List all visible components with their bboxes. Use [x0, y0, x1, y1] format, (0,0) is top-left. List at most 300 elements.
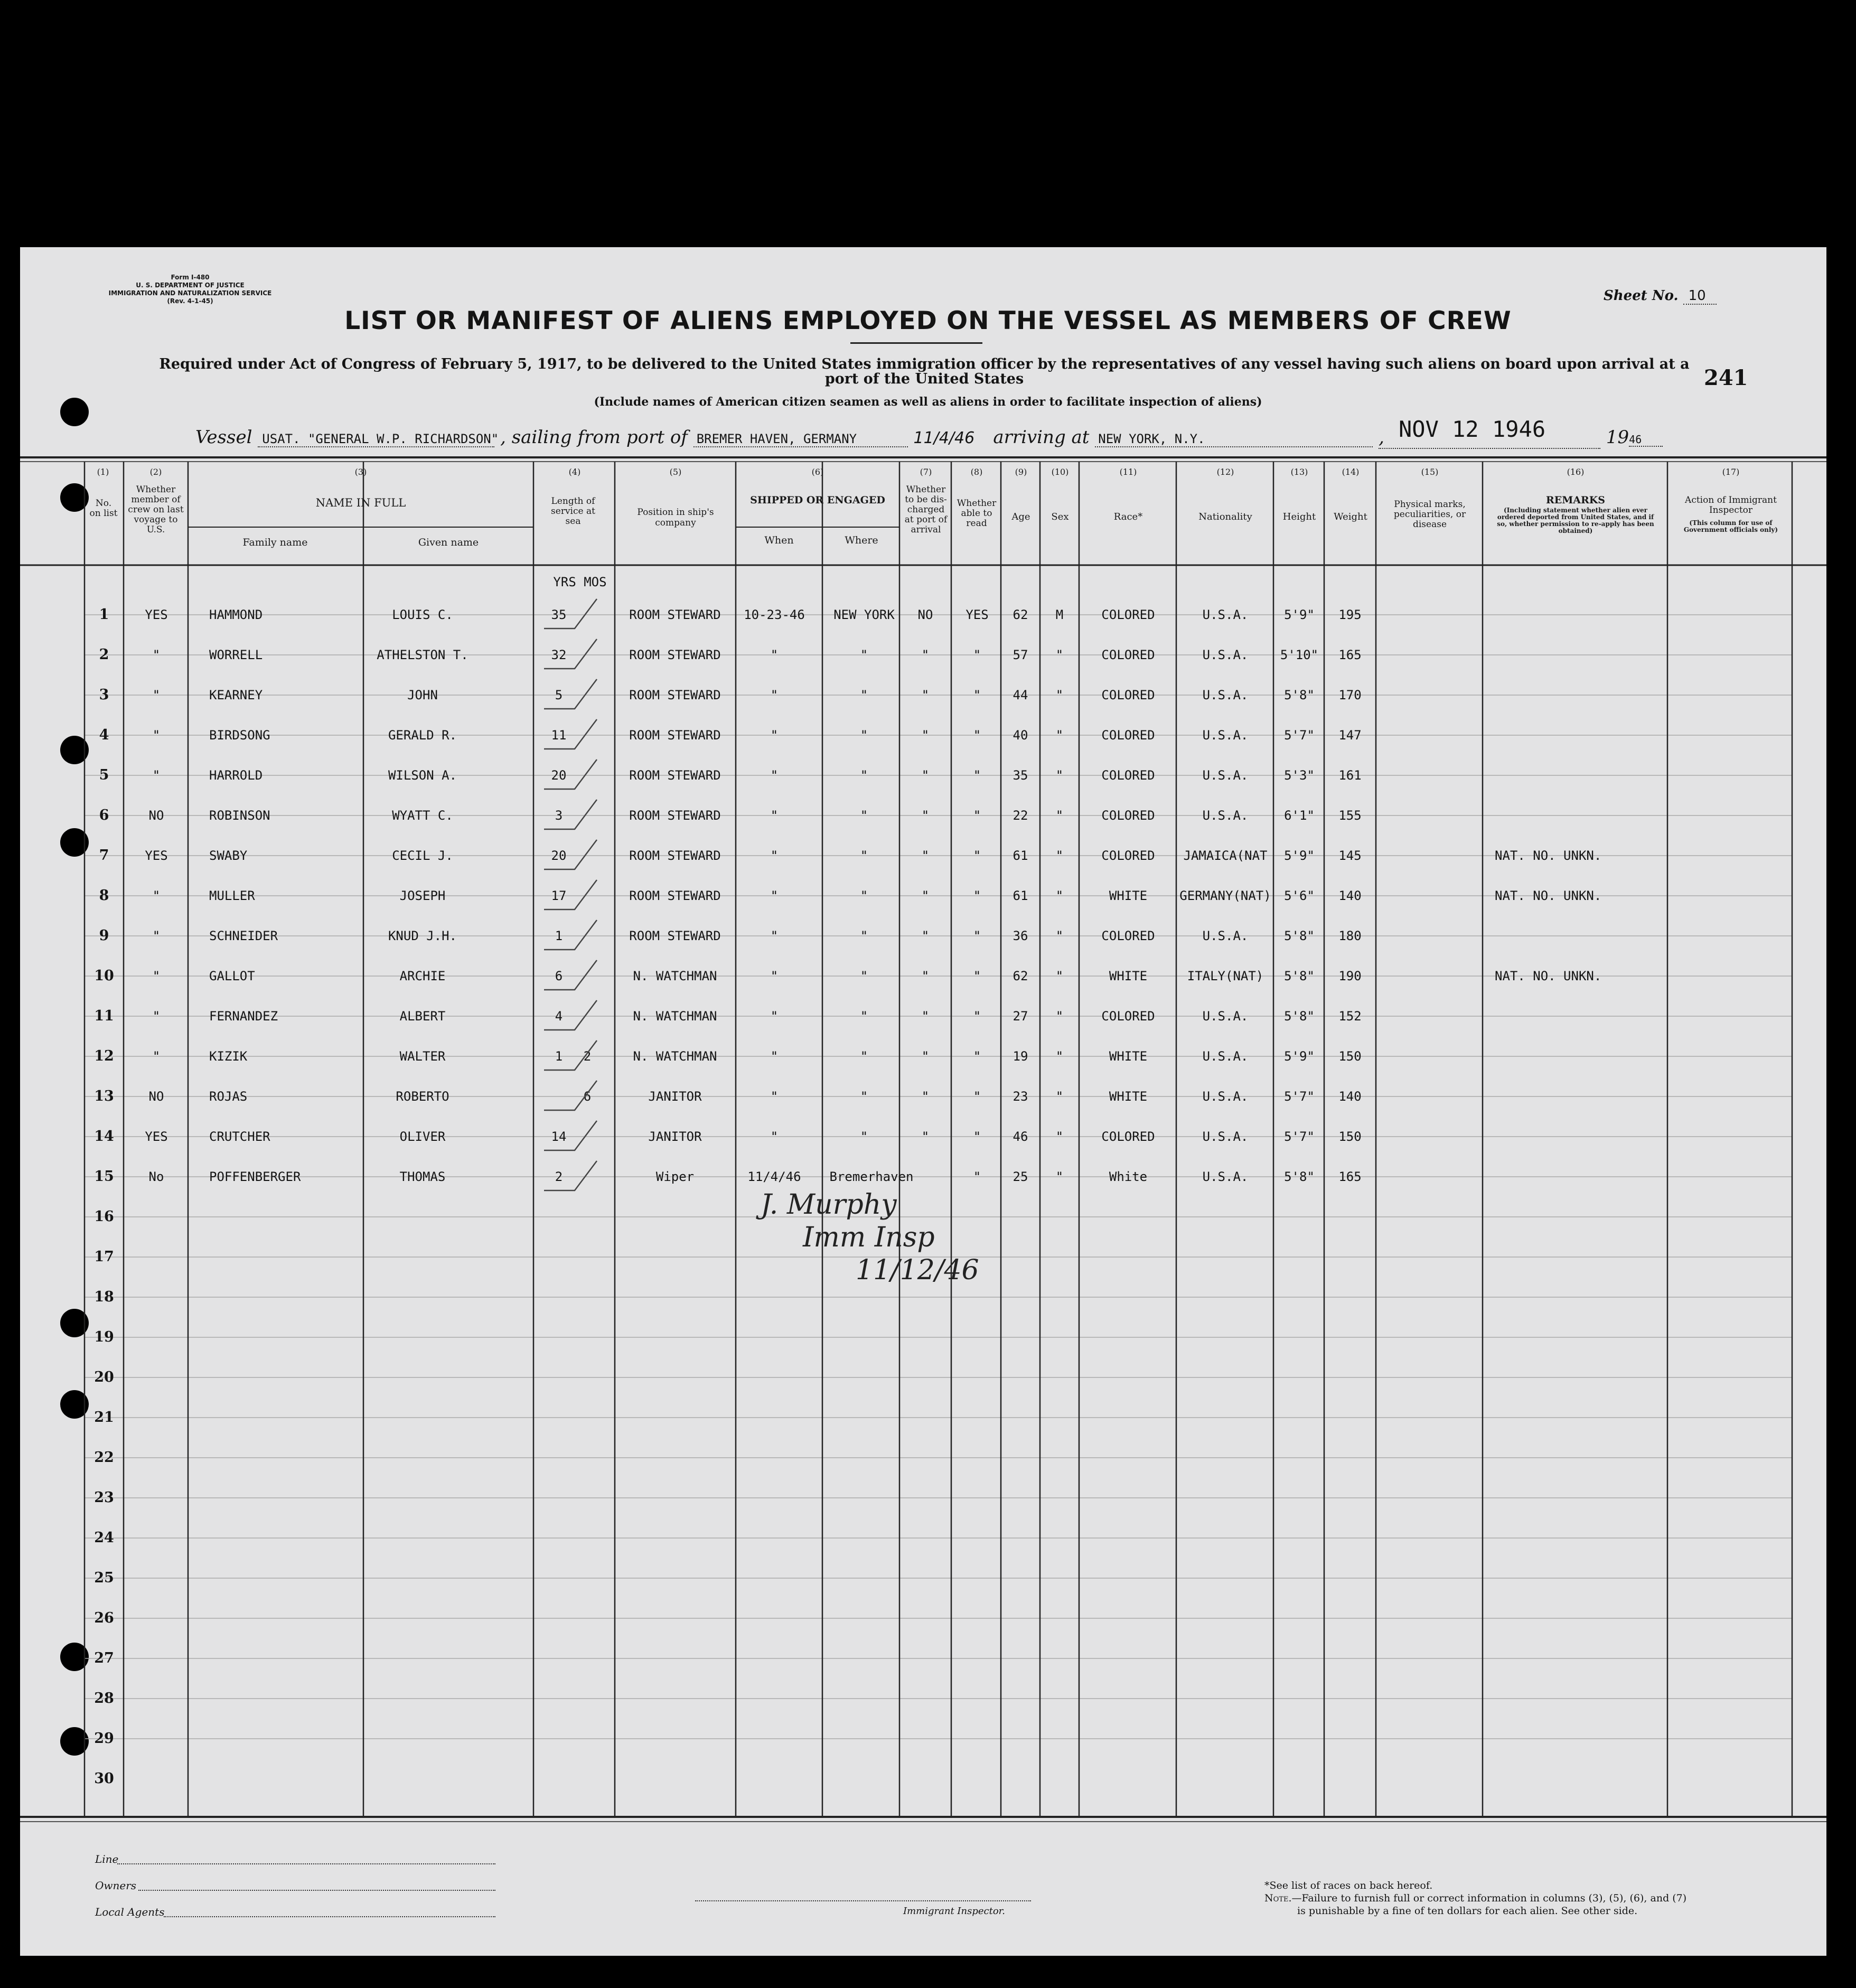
cell-member: ": [152, 728, 161, 743]
cell-nationality: U.S.A.: [1202, 648, 1249, 662]
cell-age: 62: [1013, 969, 1028, 983]
row-number: 29: [94, 1730, 114, 1747]
cell-nationality: U.S.A.: [1202, 1089, 1249, 1104]
arrival-date-stamp: NOV 12 1946: [1399, 416, 1546, 442]
cell-race: COLORED: [1101, 848, 1155, 863]
col12-number: (12): [1216, 467, 1234, 477]
local-agents-field: [164, 1916, 495, 1917]
cell-race: WHITE: [1109, 1089, 1148, 1104]
cell-age: 61: [1013, 888, 1028, 903]
cell-family: KEARNEY: [209, 688, 263, 702]
service-checkmark: [544, 599, 597, 629]
service-checkmark: [544, 1161, 597, 1190]
cell-read: ": [973, 1169, 981, 1184]
service-checkmark: [544, 1040, 597, 1070]
col16-label: REMARKS: [1545, 494, 1606, 506]
cell-yrs: 14: [551, 1129, 567, 1144]
cell-sex: ": [1055, 808, 1064, 823]
cell-member: ": [152, 648, 161, 662]
cell-discharged: ": [921, 848, 930, 863]
cell-family: HAMMOND: [209, 607, 263, 622]
sailing-port: BREMER HAVEN, GERMANY: [693, 432, 908, 447]
signature-name: J. Murphy: [761, 1189, 897, 1221]
cell-yrs: 1: [555, 929, 563, 943]
cell-sex: ": [1055, 1089, 1064, 1104]
col10-number: (10): [1051, 467, 1069, 477]
cell-when: ": [770, 969, 779, 983]
row-number: 26: [94, 1610, 114, 1626]
cell-member: ": [152, 929, 161, 943]
include-note: (Include names of American citizen seamen as well as aliens in order to facilitate inspection of aliens): [594, 395, 1262, 409]
cell-sex: ": [1055, 1169, 1064, 1184]
cell-read: ": [973, 888, 981, 903]
row-number: 9: [99, 927, 109, 944]
row-number: 21: [94, 1409, 114, 1426]
cell-height: 5'10": [1280, 648, 1319, 662]
cell-yrs: 32: [551, 648, 567, 662]
cell-age: 57: [1013, 648, 1028, 662]
row-number: 19: [94, 1329, 114, 1345]
service-checkmark: [544, 719, 597, 749]
cell-read: ": [973, 1009, 981, 1024]
cell-member: YES: [145, 848, 168, 863]
cell-discharged: ": [921, 648, 930, 662]
cell-age: 25: [1013, 1169, 1028, 1184]
cell-given: LOUIS C.: [392, 607, 453, 622]
vessel-line: Vessel USAT. "GENERAL W.P. RICHARDSON" , sailing from port of BREMER HAVEN, GERMANY 11/4/46 arriving at NEW YORK, N.Y. , 1946: [195, 427, 1663, 449]
cell-race: WHITE: [1109, 969, 1148, 983]
cell-weight: 140: [1338, 1089, 1362, 1104]
cell-race: WHITE: [1109, 888, 1148, 903]
cell-race: White: [1109, 1169, 1148, 1184]
cell-sex: ": [1055, 888, 1064, 903]
col5-label: Position in ship's company: [637, 507, 714, 528]
cell-where: ": [860, 728, 868, 743]
cell-nationality: U.S.A.: [1202, 688, 1249, 702]
cell-height: 5'8": [1284, 688, 1315, 702]
owners-field: [138, 1890, 495, 1891]
row-number: 7: [99, 847, 109, 864]
cell-position: Wiper: [655, 1169, 695, 1184]
vessel-name: USAT. "GENERAL W.P. RICHARDSON": [258, 432, 494, 447]
cell-family: WORRELL: [209, 648, 263, 662]
cell-nationality: U.S.A.: [1202, 1129, 1249, 1144]
cell-where: NEW YORK: [833, 607, 895, 622]
cell-position: ROOM STEWARD: [629, 808, 721, 823]
cell-sex: ": [1055, 728, 1064, 743]
cell-family: POFFENBERGER: [209, 1169, 301, 1184]
cell-when: 11/4/46: [747, 1169, 801, 1184]
service-checkmark: [544, 840, 597, 869]
cell-weight: 150: [1338, 1129, 1362, 1144]
cell-height: 5'7": [1284, 1089, 1315, 1104]
cell-age: 19: [1013, 1049, 1028, 1064]
col5-number: (5): [669, 467, 682, 477]
cell-when: ": [770, 648, 779, 662]
col15-label: Physical marks, peculiarities, or disease: [1393, 499, 1466, 530]
cell-read: ": [973, 929, 981, 943]
cell-weight: 165: [1338, 648, 1362, 662]
cell-age: 36: [1013, 929, 1028, 943]
col17-label: Action of Immigrant Inspector: [1685, 495, 1777, 515]
cell-weight: 150: [1338, 1049, 1362, 1064]
col9-label: Age: [1011, 511, 1030, 522]
cell-given: CECIL J.: [392, 848, 453, 863]
cell-age: 44: [1013, 688, 1028, 702]
cell-nationality: GERMANY(NAT): [1179, 888, 1271, 903]
col2-label: Whether member of crew on last voyage to U.S.: [128, 484, 184, 535]
cell-given: KNUD J.H.: [388, 929, 457, 943]
cell-read: ": [973, 1049, 981, 1064]
cell-discharged: ": [921, 728, 930, 743]
cell-read: ": [973, 728, 981, 743]
cell-given: ATHELSTON T.: [377, 648, 468, 662]
cell-nationality: U.S.A.: [1202, 1009, 1249, 1024]
cell-yrs: 1: [555, 1049, 563, 1064]
cell-when: ": [770, 1009, 779, 1024]
cell-height: 5'7": [1284, 728, 1315, 743]
cell-nationality: U.S.A.: [1202, 929, 1249, 943]
cell-read: YES: [966, 607, 989, 622]
cell-position: JANITOR: [648, 1089, 702, 1104]
sheet-number-value: 10: [1683, 288, 1717, 305]
cell-position: ROOM STEWARD: [629, 648, 721, 662]
inspector-field: [695, 1900, 1031, 1901]
when-header: When: [764, 534, 794, 546]
cell-height: 5'9": [1284, 848, 1315, 863]
cell-when: ": [770, 929, 779, 943]
cell-weight: 180: [1338, 929, 1362, 943]
row-number: 13: [94, 1088, 114, 1104]
cell-family: KIZIK: [209, 1049, 248, 1064]
where-header: Where: [845, 534, 878, 546]
sailing-date: 11/4/46: [913, 429, 975, 447]
cell-sex: ": [1055, 688, 1064, 702]
cell-given: ARCHIE: [399, 969, 446, 983]
cell-when: ": [770, 1129, 779, 1144]
cell-race: COLORED: [1101, 808, 1155, 823]
cell-weight: 170: [1338, 688, 1362, 702]
col6-label: SHIPPED OR ENGAGED: [750, 494, 885, 506]
cell-position: JANITOR: [648, 1129, 702, 1144]
cell-yrs: 20: [551, 768, 567, 783]
col3-label: NAME IN FULL: [315, 496, 406, 509]
cell-weight: 152: [1338, 1009, 1362, 1024]
row-number: 28: [94, 1690, 114, 1706]
sheet-number-label: Sheet No.: [1604, 288, 1679, 304]
col1-label: No. on list: [89, 498, 118, 519]
cell-height: 5'8": [1284, 1009, 1315, 1024]
cell-race: COLORED: [1101, 1009, 1155, 1024]
cell-nationality: ITALY(NAT): [1187, 969, 1264, 983]
row-number: 4: [99, 727, 109, 743]
cell-member: YES: [145, 1129, 168, 1144]
given-name-header: Given name: [418, 537, 479, 548]
requirement-line-1: Required under Act of Congress of February 5, 1917, to be delivered to the United States immigration officer by the representatives of any vessel having such aliens on board upon arrival at a: [159, 356, 1690, 372]
col4-label: Length of service at sea: [551, 496, 595, 527]
cell-nationality: U.S.A.: [1202, 607, 1249, 622]
cell-where: ": [860, 768, 868, 783]
cell-yrs: 2: [555, 1169, 563, 1184]
cell-family: SCHNEIDER: [209, 929, 278, 943]
col15-number: (15): [1421, 467, 1439, 477]
cell-nationality: U.S.A.: [1202, 1169, 1249, 1184]
row-number: 12: [94, 1048, 114, 1064]
cell-nationality: JAMAICA(NAT: [1183, 848, 1268, 863]
cell-remarks: NAT. NO. UNKN.: [1495, 848, 1602, 863]
signature-date: 11/12/46: [856, 1254, 979, 1286]
cell-sex: ": [1055, 768, 1064, 783]
cell-when: ": [770, 1089, 779, 1104]
col3-number: (3): [354, 467, 367, 477]
cell-discharged: ": [921, 888, 930, 903]
row-number: 15: [94, 1168, 114, 1185]
service-units-label: YRS MOS: [553, 575, 607, 589]
cell-weight: 145: [1338, 848, 1362, 863]
cell-given: OLIVER: [399, 1129, 446, 1144]
col8-label: Whether able to read: [957, 498, 997, 529]
col1-number: (1): [97, 467, 109, 477]
cell-where: Bremerhaven: [829, 1169, 914, 1184]
cell-discharged: ": [921, 929, 930, 943]
cell-when: ": [770, 1049, 779, 1064]
col17-sublabel: (This column for use of Government officials only): [1683, 519, 1778, 533]
service-checkmark: [544, 960, 597, 990]
col10-label: Sex: [1051, 511, 1069, 522]
col2-number: (2): [149, 467, 162, 477]
cell-height: 5'8": [1284, 969, 1315, 983]
cell-race: COLORED: [1101, 648, 1155, 662]
cell-family: GALLOT: [209, 969, 255, 983]
cell-where: ": [860, 1009, 868, 1024]
cell-where: ": [860, 1089, 868, 1104]
cell-member: ": [152, 969, 161, 983]
signature-title: Imm Insp: [803, 1222, 935, 1253]
note-text-2: is punishable by a fine of ten dollars for each alien. See other side.: [1297, 1905, 1638, 1917]
cell-yrs: 35: [551, 607, 567, 622]
year-prefix: 19: [1606, 427, 1629, 448]
cell-family: MULLER: [209, 888, 255, 903]
cell-where: ": [860, 648, 868, 662]
col16-number: (16): [1567, 467, 1585, 477]
cell-sex: ": [1055, 648, 1064, 662]
cell-given: WYATT C.: [392, 808, 453, 823]
cell-member: No: [148, 1169, 164, 1184]
cell-race: COLORED: [1101, 929, 1155, 943]
cell-read: ": [973, 768, 981, 783]
row-number: 10: [94, 968, 114, 984]
cell-discharged: ": [921, 1009, 930, 1024]
cell-sex: ": [1055, 1009, 1064, 1024]
cell-given: JOHN: [407, 688, 438, 702]
races-note: *See list of races on back hereof.: [1264, 1880, 1433, 1891]
cell-when: ": [770, 888, 779, 903]
cell-where: ": [860, 688, 868, 702]
cell-height: 5'6": [1284, 888, 1315, 903]
form-number: Form I-480: [171, 274, 210, 281]
cell-read: ": [973, 648, 981, 662]
cell-family: ROJAS: [209, 1089, 248, 1104]
cell-discharged: ": [921, 1089, 930, 1104]
row-number: 6: [99, 807, 109, 823]
note-label: Note.: [1264, 1892, 1292, 1904]
cell-position: N. WATCHMAN: [633, 1009, 717, 1024]
cell-height: 6'1": [1284, 808, 1315, 823]
cell-nationality: U.S.A.: [1202, 1049, 1249, 1064]
row-number: 30: [94, 1770, 114, 1787]
cell-age: 35: [1013, 768, 1028, 783]
footnotes: [1264, 1879, 1686, 1917]
cell-position: ROOM STEWARD: [629, 848, 721, 863]
service-checkmark: [544, 1000, 597, 1030]
cell-member: ": [152, 888, 161, 903]
row-number: 2: [99, 646, 109, 663]
col16-sublabel: (Including statement whether alien ever ordered deported from United States, and if so, whether permission to re-apply has been obtained): [1497, 507, 1654, 534]
cell-where: ": [860, 888, 868, 903]
cell-position: ROOM STEWARD: [629, 768, 721, 783]
cell-age: 61: [1013, 848, 1028, 863]
cell-race: COLORED: [1101, 607, 1155, 622]
cell-height: 5'8": [1284, 929, 1315, 943]
col7-number: (7): [920, 467, 932, 477]
cell-yrs: 6: [555, 969, 563, 983]
col4-number: (4): [568, 467, 581, 477]
cell-nationality: U.S.A.: [1202, 728, 1249, 743]
note-text: —Failure to furnish full or correct information in columns (3), (5), (6), and (7): [1291, 1892, 1687, 1904]
line-field: [117, 1863, 495, 1864]
cell-member: NO: [148, 808, 164, 823]
cell-family: CRUTCHER: [209, 1129, 270, 1144]
cell-yrs: 17: [551, 888, 567, 903]
cell-position: ROOM STEWARD: [629, 688, 721, 702]
cell-discharged: ": [921, 969, 930, 983]
owners-label: Owners: [95, 1879, 137, 1892]
cell-position: N. WATCHMAN: [633, 969, 717, 983]
cell-read: ": [973, 969, 981, 983]
row-number: 27: [94, 1650, 114, 1666]
row-number: 18: [94, 1289, 114, 1305]
cell-family: SWABY: [209, 848, 248, 863]
cell-age: 27: [1013, 1009, 1028, 1024]
col8-number: (8): [970, 467, 983, 477]
cell-when: ": [770, 728, 779, 743]
cell-mos: 2: [583, 1049, 592, 1064]
row-number: 3: [99, 687, 109, 703]
cell-discharged: ": [921, 808, 930, 823]
row-number: 8: [99, 887, 109, 904]
cell-yrs: 11: [551, 728, 567, 743]
cell-yrs: 4: [555, 1009, 563, 1024]
cell-read: ": [973, 1089, 981, 1104]
cell-nationality: U.S.A.: [1202, 768, 1249, 783]
cell-age: 22: [1013, 808, 1028, 823]
cell-weight: 190: [1338, 969, 1362, 983]
arriving-port: NEW YORK, N.Y.: [1095, 432, 1373, 447]
cell-when: ": [770, 848, 779, 863]
cell-read: ": [973, 848, 981, 863]
stamp-number: 241: [1704, 365, 1748, 390]
cell-member: ": [152, 688, 161, 702]
cell-sex: ": [1055, 929, 1064, 943]
cell-weight: 147: [1338, 728, 1362, 743]
service-checkmark: [544, 639, 597, 669]
cell-race: WHITE: [1109, 1049, 1148, 1064]
cell-given: JOSEPH: [399, 888, 446, 903]
col9-number: (9): [1015, 467, 1027, 477]
arriving-label: arriving at: [993, 427, 1090, 448]
sailing-label: , sailing from port of: [500, 427, 688, 448]
cell-member: ": [152, 1009, 161, 1024]
cell-when: ": [770, 808, 779, 823]
family-name-header: Family name: [242, 537, 308, 548]
cell-where: ": [860, 1129, 868, 1144]
cell-discharged: ": [921, 768, 930, 783]
cell-race: COLORED: [1101, 728, 1155, 743]
cell-sex: ": [1055, 848, 1064, 863]
row-number: 11: [94, 1008, 114, 1024]
cell-member: ": [152, 1049, 161, 1064]
cell-race: COLORED: [1101, 768, 1155, 783]
col14-number: (14): [1342, 467, 1360, 477]
cell-member: YES: [145, 607, 168, 622]
service-checkmark: [544, 800, 597, 829]
cell-family: FERNANDEZ: [209, 1009, 278, 1024]
service-checkmark: [544, 1081, 597, 1110]
cell-height: 5'9": [1284, 607, 1315, 622]
cell-height: 5'3": [1284, 768, 1315, 783]
department-name: U. S. DEPARTMENT OF JUSTICE: [136, 282, 245, 289]
cell-discharged: ": [921, 1049, 930, 1064]
cell-nationality: U.S.A.: [1202, 808, 1249, 823]
requirement-line-2: port of the United States: [824, 371, 1024, 387]
cell-where: ": [860, 1049, 868, 1064]
cell-weight: 155: [1338, 808, 1362, 823]
cell-sex: ": [1055, 1049, 1064, 1064]
col13-number: (13): [1290, 467, 1308, 477]
service-checkmark: [544, 880, 597, 909]
inspector-signature: [761, 1188, 979, 1287]
row-number: 5: [99, 767, 109, 783]
col11-number: (11): [1119, 467, 1137, 477]
cell-given: WALTER: [399, 1049, 446, 1064]
cell-age: 40: [1013, 728, 1028, 743]
cell-height: 5'7": [1284, 1129, 1315, 1144]
cell-when: ": [770, 768, 779, 783]
cell-position: ROOM STEWARD: [629, 607, 721, 622]
cell-height: 5'9": [1284, 1049, 1315, 1064]
col13-label: Height: [1282, 511, 1316, 522]
cell-sex: ": [1055, 969, 1064, 983]
cell-weight: 165: [1338, 1169, 1362, 1184]
col11-label: Race*: [1113, 511, 1143, 522]
cell-race: COLORED: [1101, 688, 1155, 702]
cell-weight: 195: [1338, 607, 1362, 622]
page-title: LIST OR MANIFEST OF ALIENS EMPLOYED ON THE VESSEL AS MEMBERS OF CREW: [344, 306, 1512, 335]
row-number: 16: [94, 1208, 114, 1225]
cell-age: 46: [1013, 1129, 1028, 1144]
cell-discharged: NO: [917, 607, 933, 622]
local-agents-label: Local Agents: [95, 1906, 165, 1918]
row-number: 14: [94, 1128, 114, 1145]
col6-number: (6): [811, 467, 824, 477]
cell-when: ": [770, 688, 779, 702]
cell-mos: 6: [583, 1089, 592, 1104]
cell-given: WILSON A.: [388, 768, 457, 783]
service-checkmark: [544, 679, 597, 709]
service-checkmark: [544, 920, 597, 950]
cell-family: ROBINSON: [209, 808, 270, 823]
cell-sex: M: [1055, 607, 1064, 622]
